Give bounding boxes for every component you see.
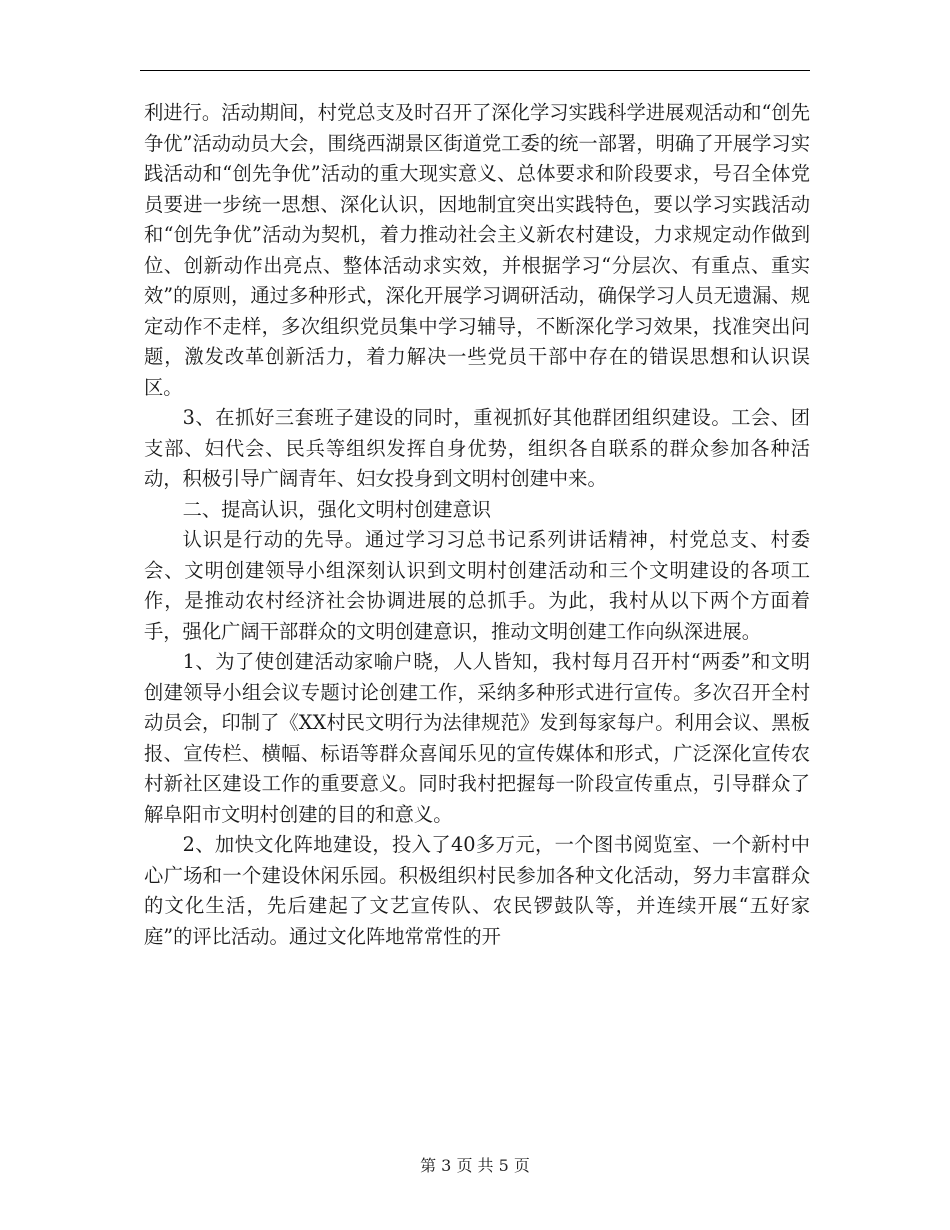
paragraph-item-2: 2、加快文化阵地建设，投入了40多万元，一个图书阅览室、一个新村中心广场和一个建设休闲乐园。积极组织村民参加各种文化活动，努力丰富群众的文化生活，先后建起了文艺宣传队、农民锣鼓队等，并连续开展“五好家庭”的评比活动。通过文化阵地常常性的开: [144, 833, 810, 948]
body-text: [144, 98, 810, 952]
page-footer: 第 3 页 共 5 页: [420, 1156, 530, 1175]
header-rule: [140, 70, 810, 71]
paragraph-item-1: 1、为了使创建活动家喻户晓，人人皆知，我村每月召开村“两委”和文明创建领导小组会议专题讨论创建工作，采纳多种形式进行宣传。多次召开全村动员会，印制了《XX村民文明行为法律规范》发到每家每户。利用会议、黑板报、宣传栏、横幅、标语等群众喜闻乐见的宣传媒体和形式，广泛深化宣传农村新社区建设工作的重要意义。同时我村把握每一阶段宣传重点，引导群众了解阜阳市文明村创建的目的和意义。: [144, 650, 810, 826]
paragraph-item-3: 3、在抓好三套班子建设的同时，重视抓好其他群团组织建设。工会、团支部、妇代会、民兵等组织发挥自身优势，组织各自联系的群众参加各种活动，积极引导广阔青年、妇女投身到文明村创建中来。: [144, 406, 810, 490]
section-heading: 二、提高认识，强化文明村创建意识: [182, 497, 492, 521]
paragraph-continued: 利进行。活动期间，村党总支及时召开了深化学习实践科学进展观活动和“创先争优”活动动员大会，围绕西湖景区街道党工委的统一部署，明确了开展学习实践活动和“创先争优”活动的重大现实意义、总体要求和阶段要求，号召全体党员要进一步统一思想、深化认识，因地制宜突出实践特色，要以学习实践活动和“创先争优”活动为契机，着力推动社会主义新农村建设，力求规定动作做到位、创新动作出亮点、整体活动求实效，并根据学习“分层次、有重点、重实效”的原则，通过多种形式，深化开展学习调研活动，确保学习人员无遗漏、规定动作不走样，多次组织党员集中学习辅导，不断深化学习效果，找准突出问题，激发改革创新活力，着力解决一些党员干部中存在的错误思想和认识误区。: [144, 101, 810, 399]
paragraph-intro: 认识是行动的先导。通过学习习总书记系列讲话精神，村党总支、村委会、文明创建领导小组深刻认识到文明村创建活动和三个文明建设的各项工作，是推动农村经济社会协调进展的总抓手。为此，我村从以下两个方面着手，强化广阔干部群众的文明创建意识，推动文明创建工作向纵深进展。: [144, 528, 810, 643]
